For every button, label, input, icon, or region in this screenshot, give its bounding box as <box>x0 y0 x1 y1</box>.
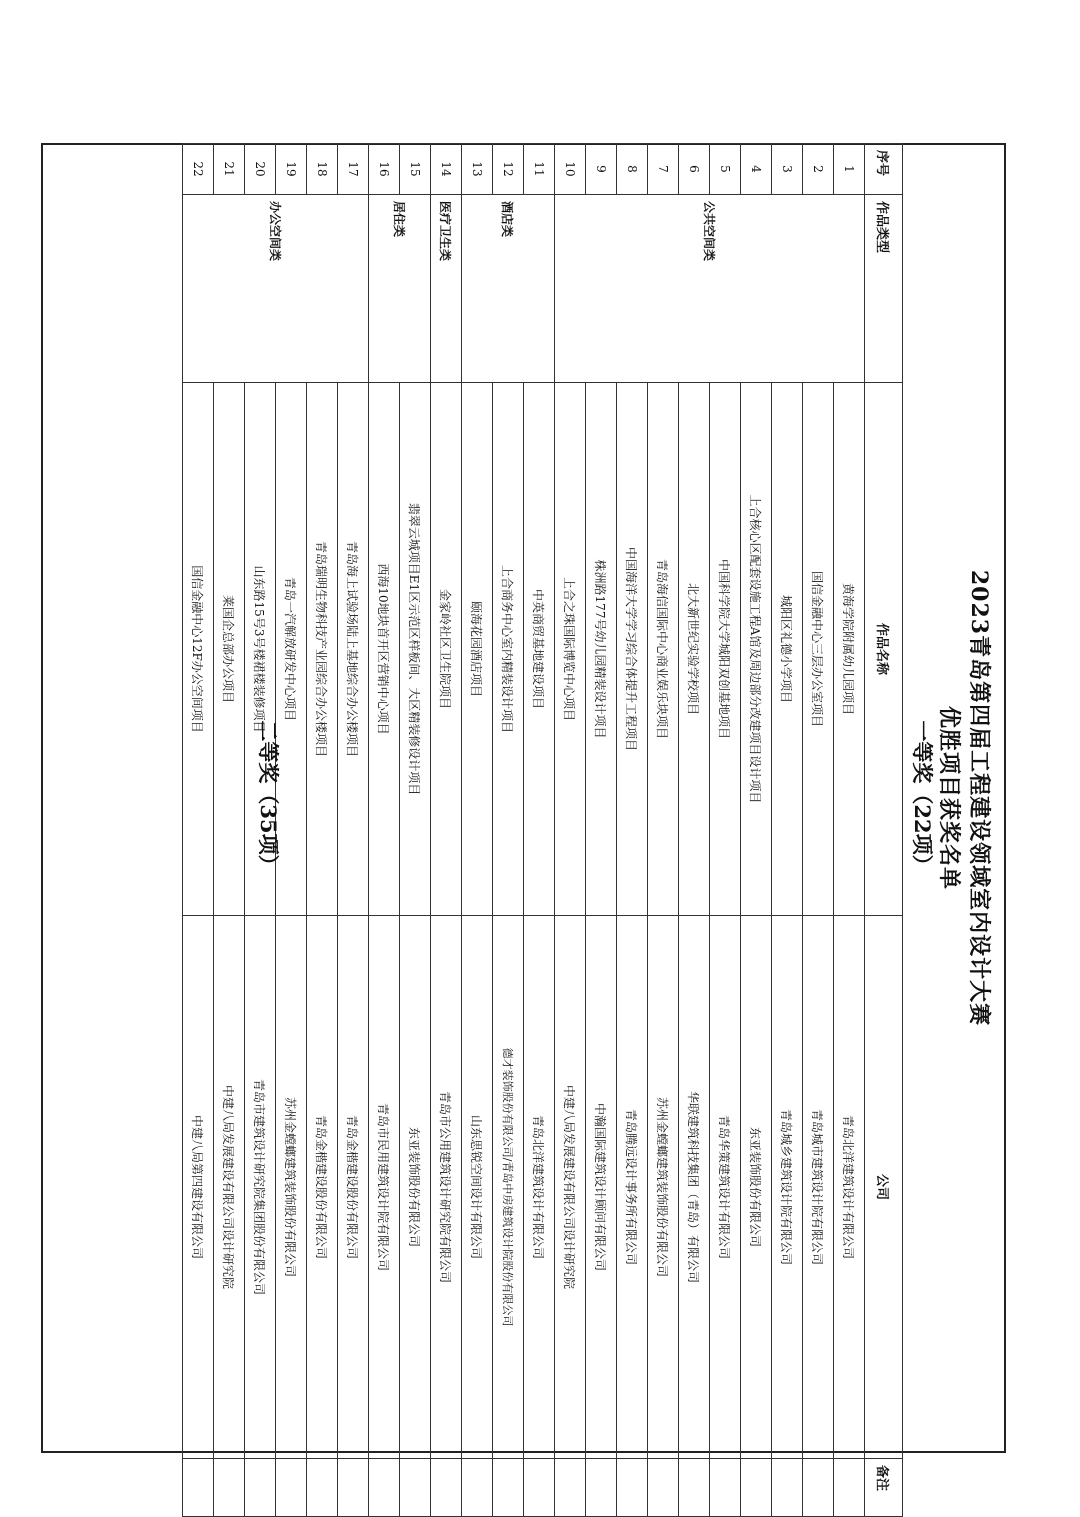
row-no: 4 <box>741 144 772 195</box>
category-medical: 医疗卫生类 <box>431 195 462 383</box>
header-category: 作品类型 <box>865 195 903 383</box>
row-no: 7 <box>648 144 679 195</box>
row-company: 青岛金楷建设股份有限公司 <box>338 916 369 1459</box>
row-name: 青岛海上试验场陆上基地综合办公楼项目 <box>338 383 369 916</box>
row-name: 国信金融中心12F办公空间项目 <box>183 383 214 916</box>
row-company: 苏州金螳螂建筑装饰股份有限公司 <box>648 916 679 1459</box>
row-company: 青岛市民用建筑设计院有限公司 <box>369 916 400 1459</box>
document-subtitle: 优胜项目获奖名单 <box>936 705 962 890</box>
row-company: 青岛腾远设计事务所有限公司 <box>617 916 648 1459</box>
table-row <box>400 144 431 1517</box>
row-note <box>617 1459 648 1517</box>
row-name: 青岛一汽解放研发中心项目 <box>276 383 307 916</box>
row-company: 青岛华策建筑设计有限公司 <box>710 916 741 1459</box>
row-note <box>803 1459 834 1517</box>
row-note <box>214 1459 245 1517</box>
row-name: 翡翠云城项目E1区示范区样板间、大区精装修设计项目 <box>400 383 431 916</box>
row-note <box>338 1459 369 1517</box>
table-header-row <box>865 144 903 1517</box>
document-title: 2023青岛第四届工程建设领域室内设计大赛 <box>966 569 992 1027</box>
row-no: 18 <box>307 144 338 195</box>
row-name: 山东路15号3号楼裙楼装修项目 <box>245 383 276 916</box>
row-no: 3 <box>772 144 803 195</box>
row-no: 19 <box>276 144 307 195</box>
second-prize-heading: 二等奖（35项） <box>256 720 281 876</box>
row-no: 14 <box>431 144 462 195</box>
row-note <box>741 1459 772 1517</box>
row-company: 青岛城市建筑设计院有限公司 <box>803 916 834 1459</box>
row-no: 1 <box>834 144 865 195</box>
row-no: 8 <box>617 144 648 195</box>
row-name: 黄海学院附属幼儿园项目 <box>834 383 865 916</box>
row-note <box>400 1459 431 1517</box>
row-company: 青岛金楷建设股份有限公司 <box>307 916 338 1459</box>
row-company: 东亚装饰股份有限公司 <box>741 916 772 1459</box>
row-note <box>679 1459 710 1517</box>
first-prize-table <box>182 143 903 1517</box>
row-no: 12 <box>493 144 524 195</box>
row-no: 13 <box>462 144 493 195</box>
row-note <box>431 1459 462 1517</box>
row-name: 金家岭社区卫生院项目 <box>431 383 462 916</box>
row-name: 国信金融中心三层办公室项目 <box>803 383 834 916</box>
row-note <box>276 1459 307 1517</box>
row-name: 株洲路177号幼儿园精装设计项目 <box>586 383 617 916</box>
row-no: 2 <box>803 144 834 195</box>
row-no: 16 <box>369 144 400 195</box>
row-no: 11 <box>524 144 555 195</box>
category-office: 办公空间类 <box>183 195 369 383</box>
row-note <box>493 1459 524 1517</box>
row-name: 北大新世纪实验学校项目 <box>679 383 710 916</box>
row-no: 22 <box>183 144 214 195</box>
row-company: 华联建筑科技集团（青岛）有限公司 <box>679 916 710 1459</box>
row-note <box>648 1459 679 1517</box>
header-note: 备注 <box>865 1459 903 1517</box>
row-no: 17 <box>338 144 369 195</box>
row-name: 上合核心区配套设施工程A馆及周边部分改建项目设计项目 <box>741 383 772 916</box>
row-no: 20 <box>245 144 276 195</box>
row-company: 中建八局发展建设有限公司设计研究院 <box>555 916 586 1459</box>
row-no: 5 <box>710 144 741 195</box>
row-name: 西海10地块首开区营销中心项目 <box>369 383 400 916</box>
row-no: 15 <box>400 144 431 195</box>
row-no: 10 <box>555 144 586 195</box>
row-note <box>524 1459 555 1517</box>
category-residential: 居住类 <box>369 195 431 383</box>
row-company: 青岛城乡建筑设计院有限公司 <box>772 916 803 1459</box>
row-name: 上合商务中心室内精装设计项目 <box>493 383 524 916</box>
header-name: 作品名称 <box>865 383 903 916</box>
row-name: 上合之珠国际博览中心项目 <box>555 383 586 916</box>
row-company: 中建八局第四建设有限公司 <box>183 916 214 1459</box>
row-note <box>772 1459 803 1517</box>
row-note <box>183 1459 214 1517</box>
table-row <box>524 144 555 1517</box>
header-company: 公司 <box>865 916 903 1459</box>
row-company: 中瀚国际建筑设计顾问有限公司 <box>586 916 617 1459</box>
row-note <box>369 1459 400 1517</box>
row-name: 城阳区礼德小学项目 <box>772 383 803 916</box>
row-name: 青岛海信国际中心商业娱乐块项目 <box>648 383 679 916</box>
table-row <box>834 144 865 1517</box>
row-company: 德才装饰股份有限公司/青岛中房建筑设计院股份有限公司 <box>493 916 524 1459</box>
category-public: 公共空间类 <box>555 195 865 383</box>
rotated-document <box>41 143 1006 1492</box>
row-note <box>834 1459 865 1517</box>
row-note <box>555 1459 586 1517</box>
row-note <box>245 1459 276 1517</box>
first-prize-heading: 一等奖（22项） <box>910 720 935 876</box>
row-name: 颐海花园酒店项目 <box>462 383 493 916</box>
row-no: 9 <box>586 144 617 195</box>
table-row <box>431 144 462 1517</box>
row-note <box>586 1459 617 1517</box>
row-name: 中国科学院大学城阳双创基地项目 <box>710 383 741 916</box>
row-note <box>307 1459 338 1517</box>
row-company: 中建八局发展建设有限公司设计研究院 <box>214 916 245 1459</box>
row-no: 6 <box>679 144 710 195</box>
row-name: 青岛瑞明生物科技产业园综合办公楼项目 <box>307 383 338 916</box>
row-company: 东亚装饰股份有限公司 <box>400 916 431 1459</box>
row-company: 青岛市建筑设计研究院集团股份有限公司 <box>245 916 276 1459</box>
row-name: 莱国企总部办公项目 <box>214 383 245 916</box>
header-no: 序号 <box>865 144 903 195</box>
row-no: 21 <box>214 144 245 195</box>
row-company: 山东思锐空间设计有限公司 <box>462 916 493 1459</box>
table-row <box>338 144 369 1517</box>
row-name: 中英商贸基地建设项目 <box>524 383 555 916</box>
row-company: 青岛市公用建筑设计研究院有限公司 <box>431 916 462 1459</box>
row-note <box>462 1459 493 1517</box>
category-hotel: 酒店类 <box>462 195 555 383</box>
row-company: 青岛北洋建筑设计有限公司 <box>834 916 865 1459</box>
row-note <box>710 1459 741 1517</box>
row-company: 青岛北洋建筑设计有限公司 <box>524 916 555 1459</box>
row-company: 苏州金螳螂建筑装饰股份有限公司 <box>276 916 307 1459</box>
row-name: 中国海洋大学学习综合体提升工程项目 <box>617 383 648 916</box>
